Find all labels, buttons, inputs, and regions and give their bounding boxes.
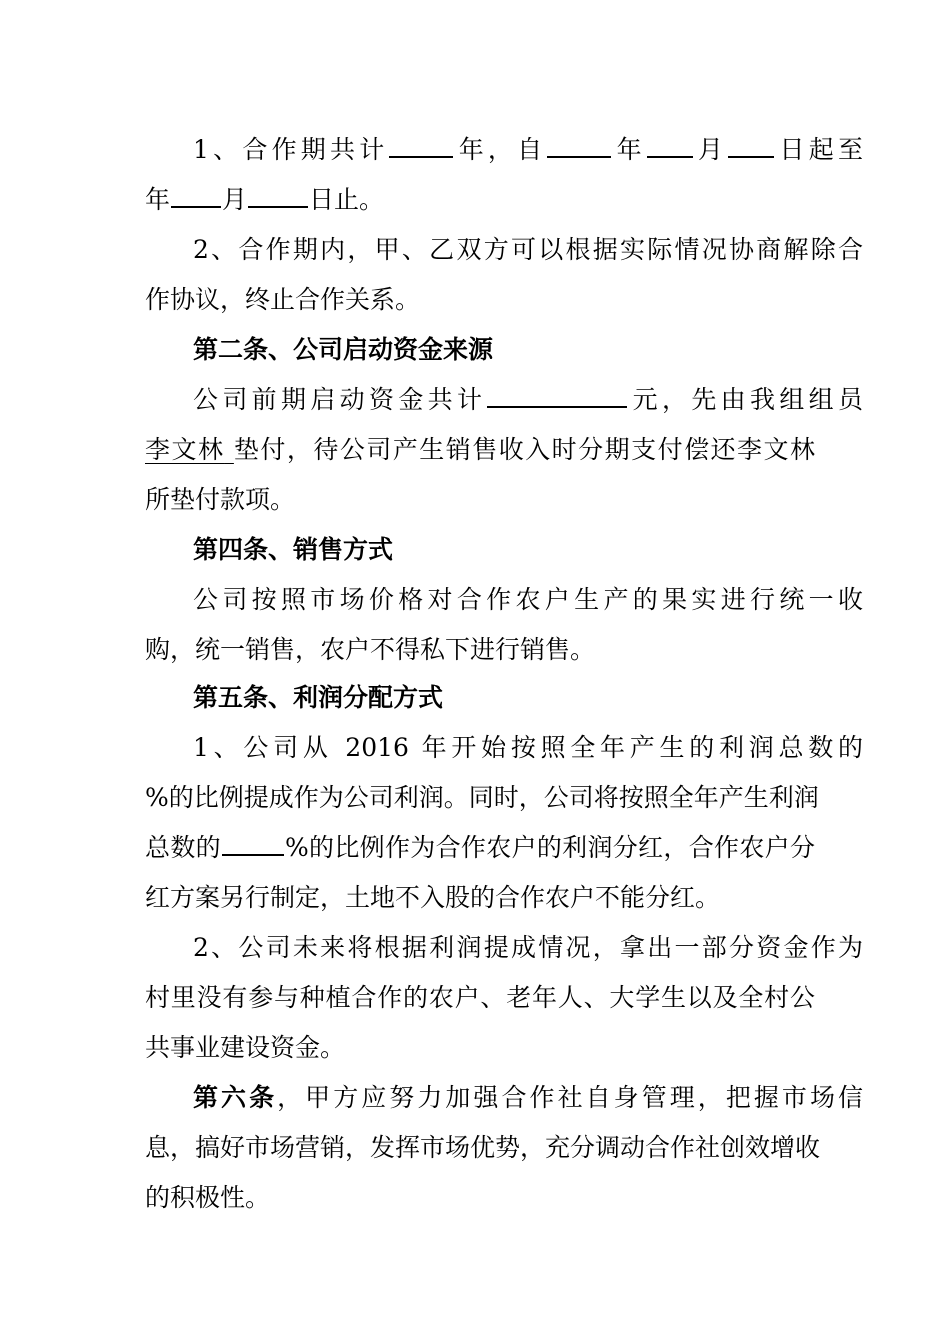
article1-item1-line1 — [145, 125, 863, 175]
text: 村里没有参与种植合作的农户、老年人、大学生以及全村公 — [145, 983, 815, 1012]
article5-item1-line3 — [145, 823, 815, 873]
text: 月 — [222, 185, 248, 214]
text: %的比例作为合作农户的利润分红，合作农户分 — [284, 833, 815, 862]
article5-item2-line3 — [145, 1023, 815, 1073]
text: 日起至 — [775, 135, 863, 164]
text: %的比例提成作为公司利润。同时，公司将按照全年产生利润 — [145, 783, 819, 812]
article5-heading — [145, 673, 863, 723]
text: 垫付，待公司产生销售收入时分期支付偿还李文林 — [233, 435, 815, 464]
text: 共事业建设资金。 — [145, 1033, 346, 1062]
heading-text: 第五条、利润分配方式 — [193, 683, 444, 712]
text: ，甲方应努力加强合作社自身管理，把握市场信 — [277, 1083, 863, 1112]
article5-item1-line1 — [145, 723, 863, 773]
text: 作协议，终止合作关系。 — [145, 285, 421, 314]
blank-start-month — [647, 126, 693, 158]
article4-heading — [145, 525, 863, 575]
text: 红方案另行制定，土地不入股的合作农户不能分红。 — [145, 883, 721, 912]
text: 元，先由我组组员 — [628, 385, 863, 414]
text: 年 — [612, 135, 646, 164]
blank-years — [389, 126, 453, 158]
text: 年 — [145, 185, 171, 214]
text: 所垫付款项。 — [145, 485, 296, 514]
text: 1、公司从 2016 年开始按照全年产生的利润总数的 — [193, 733, 863, 762]
text: 购，统一销售，农户不得私下进行销售。 — [145, 635, 596, 664]
text: 公司前期启动资金共计 — [193, 385, 487, 414]
text: 2、公司未来将根据利润提成情况，拿出一部分资金作为 — [193, 933, 863, 962]
text: 2、合作期内，甲、乙双方可以根据实际情况协商解除合 — [193, 235, 863, 264]
heading-text: 第四条、销售方式 — [193, 535, 394, 564]
article2-line2 — [145, 425, 815, 475]
article2-line1 — [145, 375, 863, 425]
article5-item1-line2 — [145, 773, 819, 823]
text: 公司按照市场价格对合作农户生产的果实进行统一收 — [193, 585, 863, 614]
text: 1、合作期共计 — [193, 135, 389, 164]
underline-space — [224, 435, 233, 464]
heading-text: 第六条 — [193, 1083, 278, 1112]
article5-item2-line2 — [145, 973, 815, 1023]
article6-line2 — [145, 1123, 821, 1173]
article2-line3 — [145, 475, 815, 525]
blank-end-day — [248, 176, 308, 208]
article1-item2-line1 — [145, 225, 863, 275]
heading-text: 第二条、公司启动资金来源 — [193, 335, 494, 364]
text: 息，搞好市场营销，发挥市场优势，充分调动合作社创效增收 — [145, 1133, 821, 1162]
text: 年，自 — [454, 135, 547, 164]
article6-line3 — [145, 1173, 815, 1223]
article4-line2 — [145, 625, 815, 675]
article4-line1 — [145, 575, 863, 625]
article1-item1-line2 — [145, 175, 815, 225]
article2-heading — [145, 325, 863, 375]
text: 日止。 — [309, 185, 385, 214]
blank-amount — [487, 376, 627, 408]
member-name: 李文林 — [145, 435, 225, 464]
blank-start-day — [728, 126, 774, 158]
article5-item2-line1 — [145, 923, 863, 973]
text: 的积极性。 — [145, 1183, 271, 1212]
article1-item2-line2 — [145, 275, 815, 325]
text: 月 — [693, 135, 728, 164]
blank-start-year — [547, 126, 611, 158]
blank-percent — [222, 824, 284, 856]
text: 总数的 — [145, 833, 221, 862]
article5-item1-line4 — [145, 873, 815, 923]
blank-end-month — [171, 176, 221, 208]
article6-line1 — [145, 1073, 863, 1123]
